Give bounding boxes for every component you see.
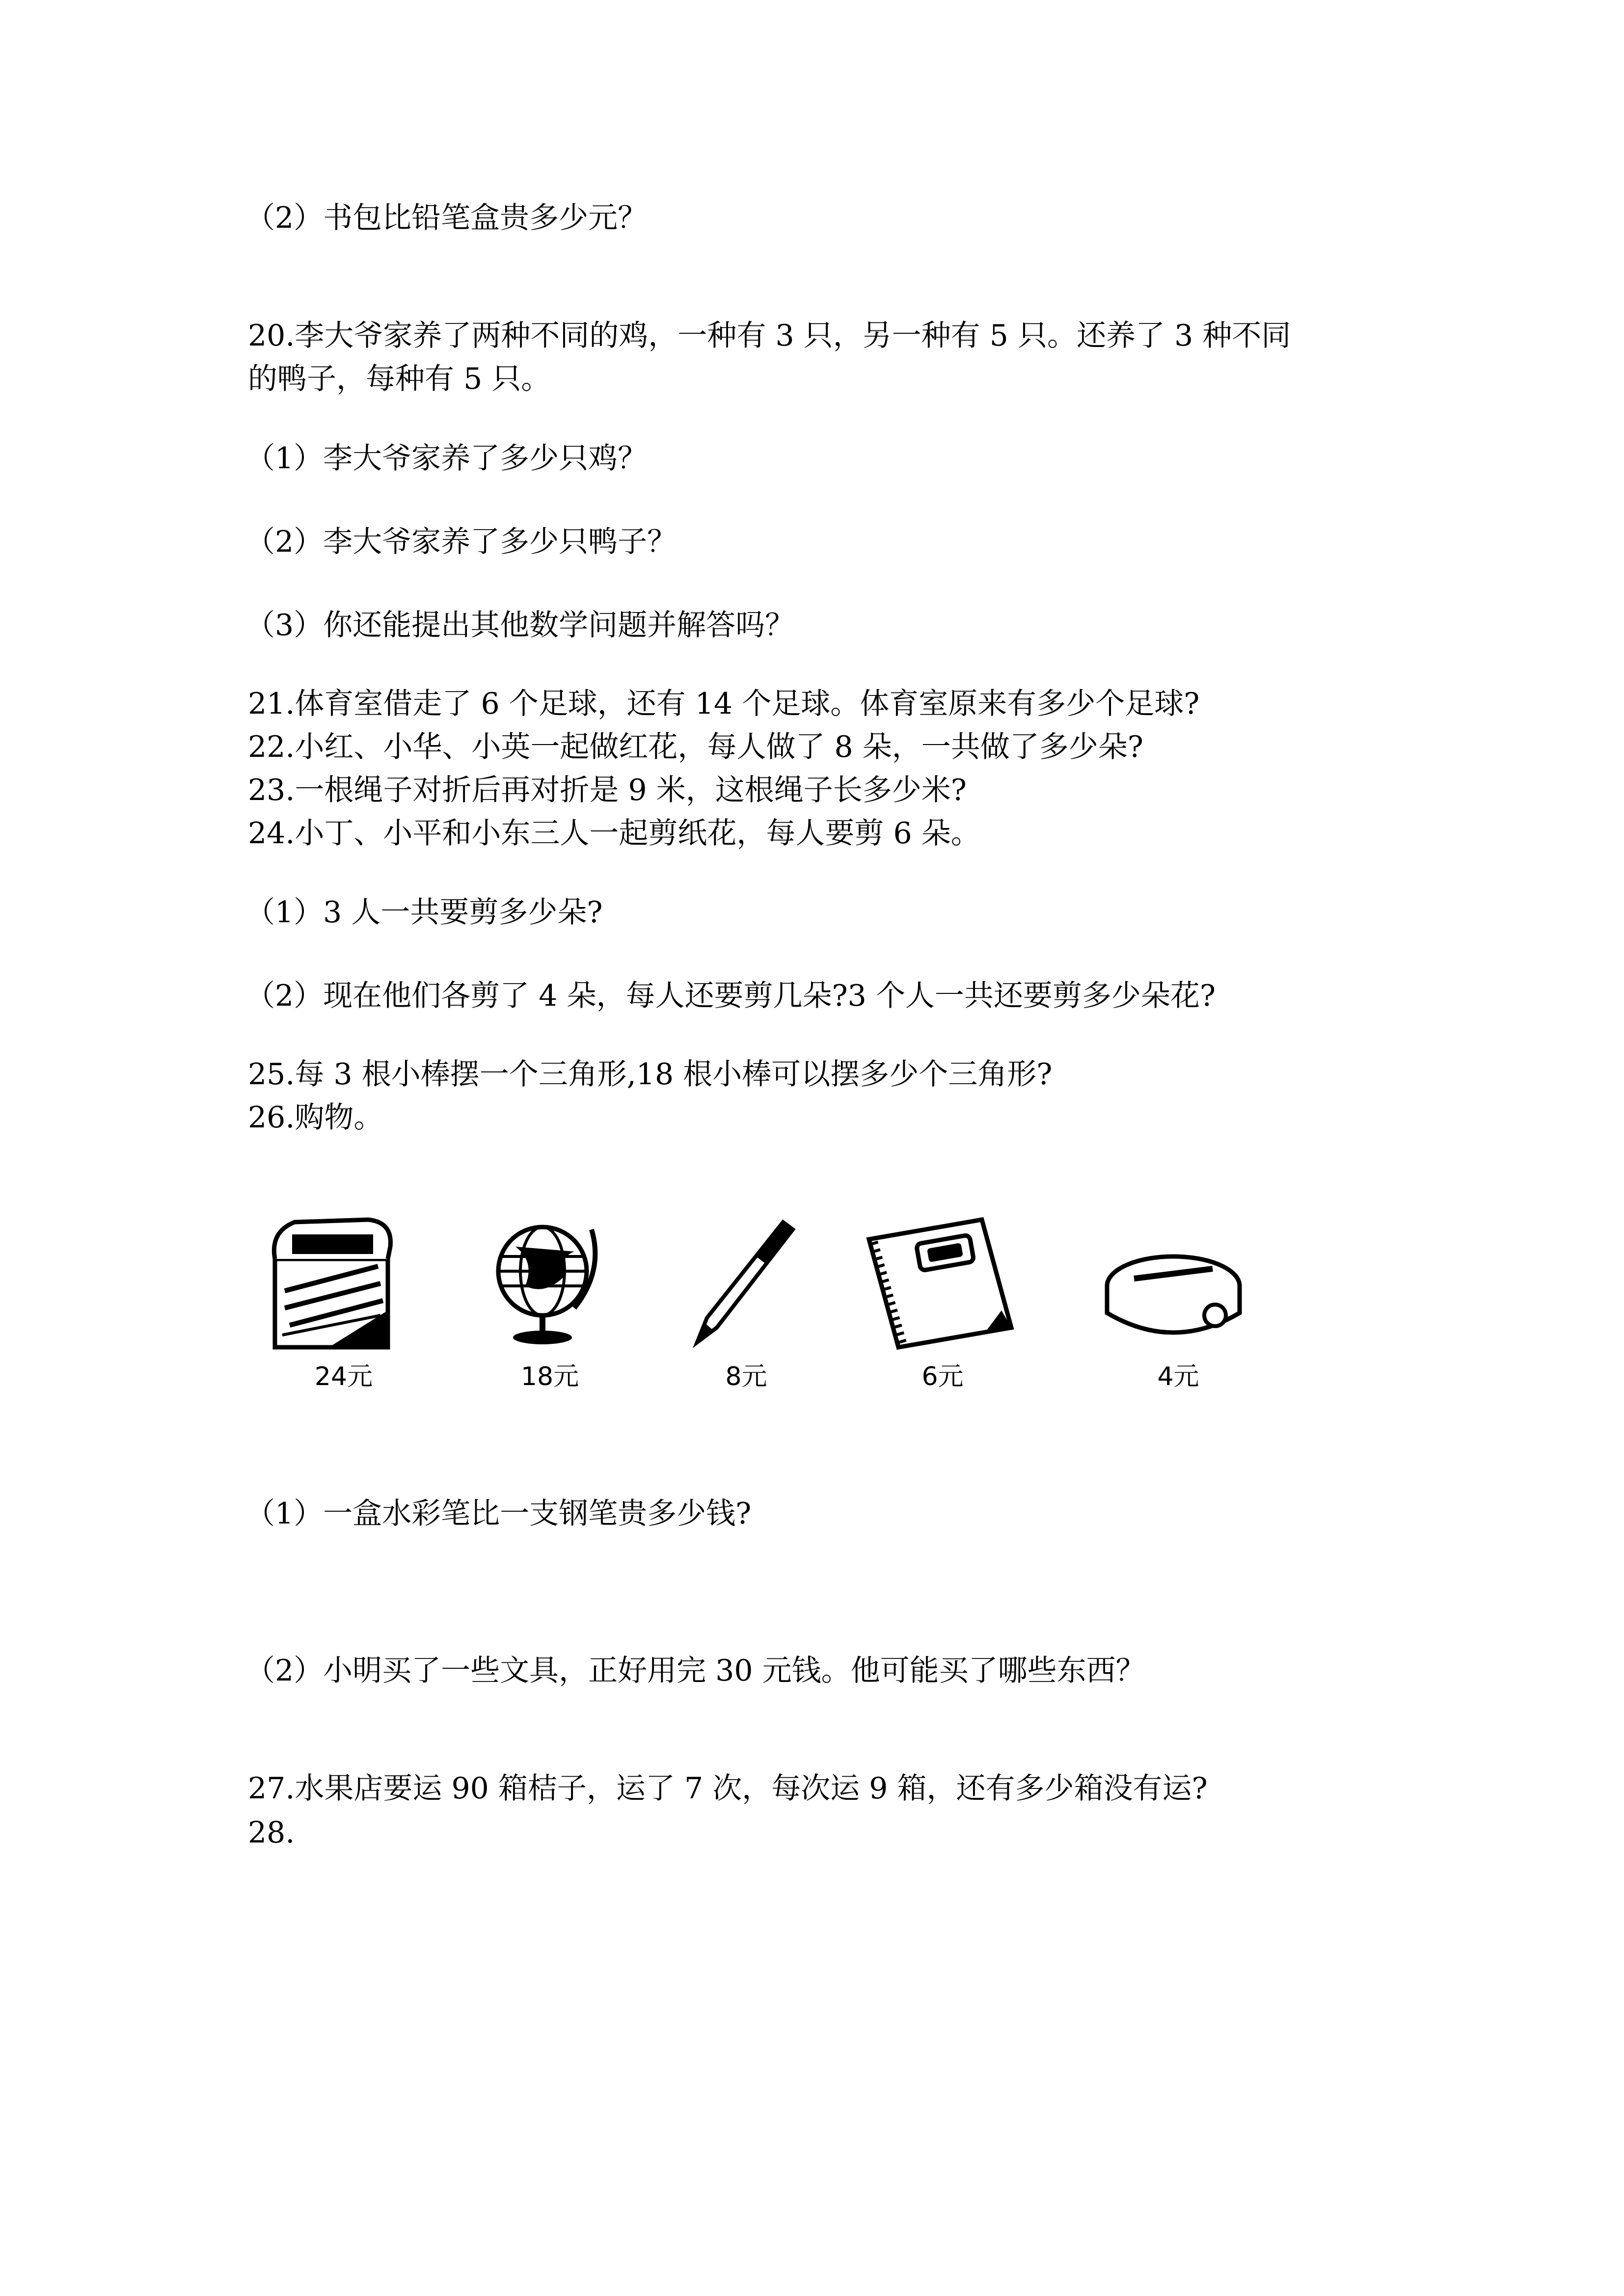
- shopping-items-figure: [255, 1212, 1326, 1409]
- shop-item-sharpener: [1090, 1212, 1267, 1409]
- shop-item-watercolor-pens: [255, 1212, 432, 1409]
- question-26-part-2: （2）小明买了一些文具，正好用完 30 元钱。他可能买了哪些东西？: [245, 1654, 1145, 1688]
- shop-item-notebook: [854, 1212, 1031, 1409]
- question-25: 25.每 3 根小棒摆一个三角形,18 根小棒可以摆多少个三角形?: [248, 1057, 1053, 1092]
- question-20-line-2: 的鸭子，每种有 5 只。: [248, 362, 551, 396]
- item-price: 4元: [1157, 1362, 1199, 1391]
- question-19-part-2: （2）书包比铅笔盒贵多少元？: [245, 201, 648, 235]
- globe-icon: [461, 1212, 638, 1355]
- item-price: 6元: [921, 1362, 964, 1391]
- question-27: 27.水果店要运 90 箱桔子，运了 7 次，每次运 9 箱，还有多少箱没有运?: [248, 1771, 1208, 1806]
- item-price: 18元: [520, 1362, 579, 1391]
- question-23: 23.一根绳子对折后再对折是 9 米，这根绳子长多少米?: [248, 773, 967, 807]
- question-20-part-1: （1）李大爷家养了多少只鸡？: [245, 441, 648, 476]
- question-24-part-1: （1）3 人一共要剪多少朵?: [245, 895, 603, 930]
- question-24: 24.小丁、小平和小东三人一起剪纸花，每人要剪 6 朵。: [248, 816, 980, 851]
- shop-item-pen: [658, 1212, 835, 1409]
- pen-icon: [658, 1212, 835, 1355]
- question-28: 28.: [248, 1815, 295, 1850]
- question-26-part-1: （1）一盒水彩笔比一支钢笔贵多少钱?: [245, 1496, 752, 1531]
- question-24-part-2: （2）现在他们各剪了 4 朵，每人还要剪几朵?3 个人一共还要剪多少朵花?: [245, 979, 1216, 1013]
- item-price: 8元: [725, 1362, 767, 1391]
- question-20-line-1: 20.李大爷家养了两种不同的鸡，一种有 3 只，另一种有 5 只。还养了 3 种不同: [248, 319, 1291, 353]
- notebook-icon: [854, 1212, 1031, 1355]
- pencil-sharpener-icon: [1090, 1212, 1267, 1355]
- question-20-part-2: （2）李大爷家养了多少只鸭子？: [245, 525, 677, 559]
- question-26: 26.购物。: [248, 1100, 383, 1135]
- shop-item-globe: [461, 1212, 638, 1409]
- question-22: 22.小红、小华、小英一起做红花，每人做了 8 朵，一共做了多少朵?: [248, 730, 1143, 764]
- question-21: 21.体育室借走了 6 个足球，还有 14 个足球。体育室原来有多少个足球?: [248, 687, 1200, 721]
- watercolor-pen-box-icon: [255, 1212, 432, 1355]
- item-price: 24元: [314, 1362, 373, 1391]
- question-20-part-3: （3）你还能提出其他数学问题并解答吗？: [245, 608, 795, 642]
